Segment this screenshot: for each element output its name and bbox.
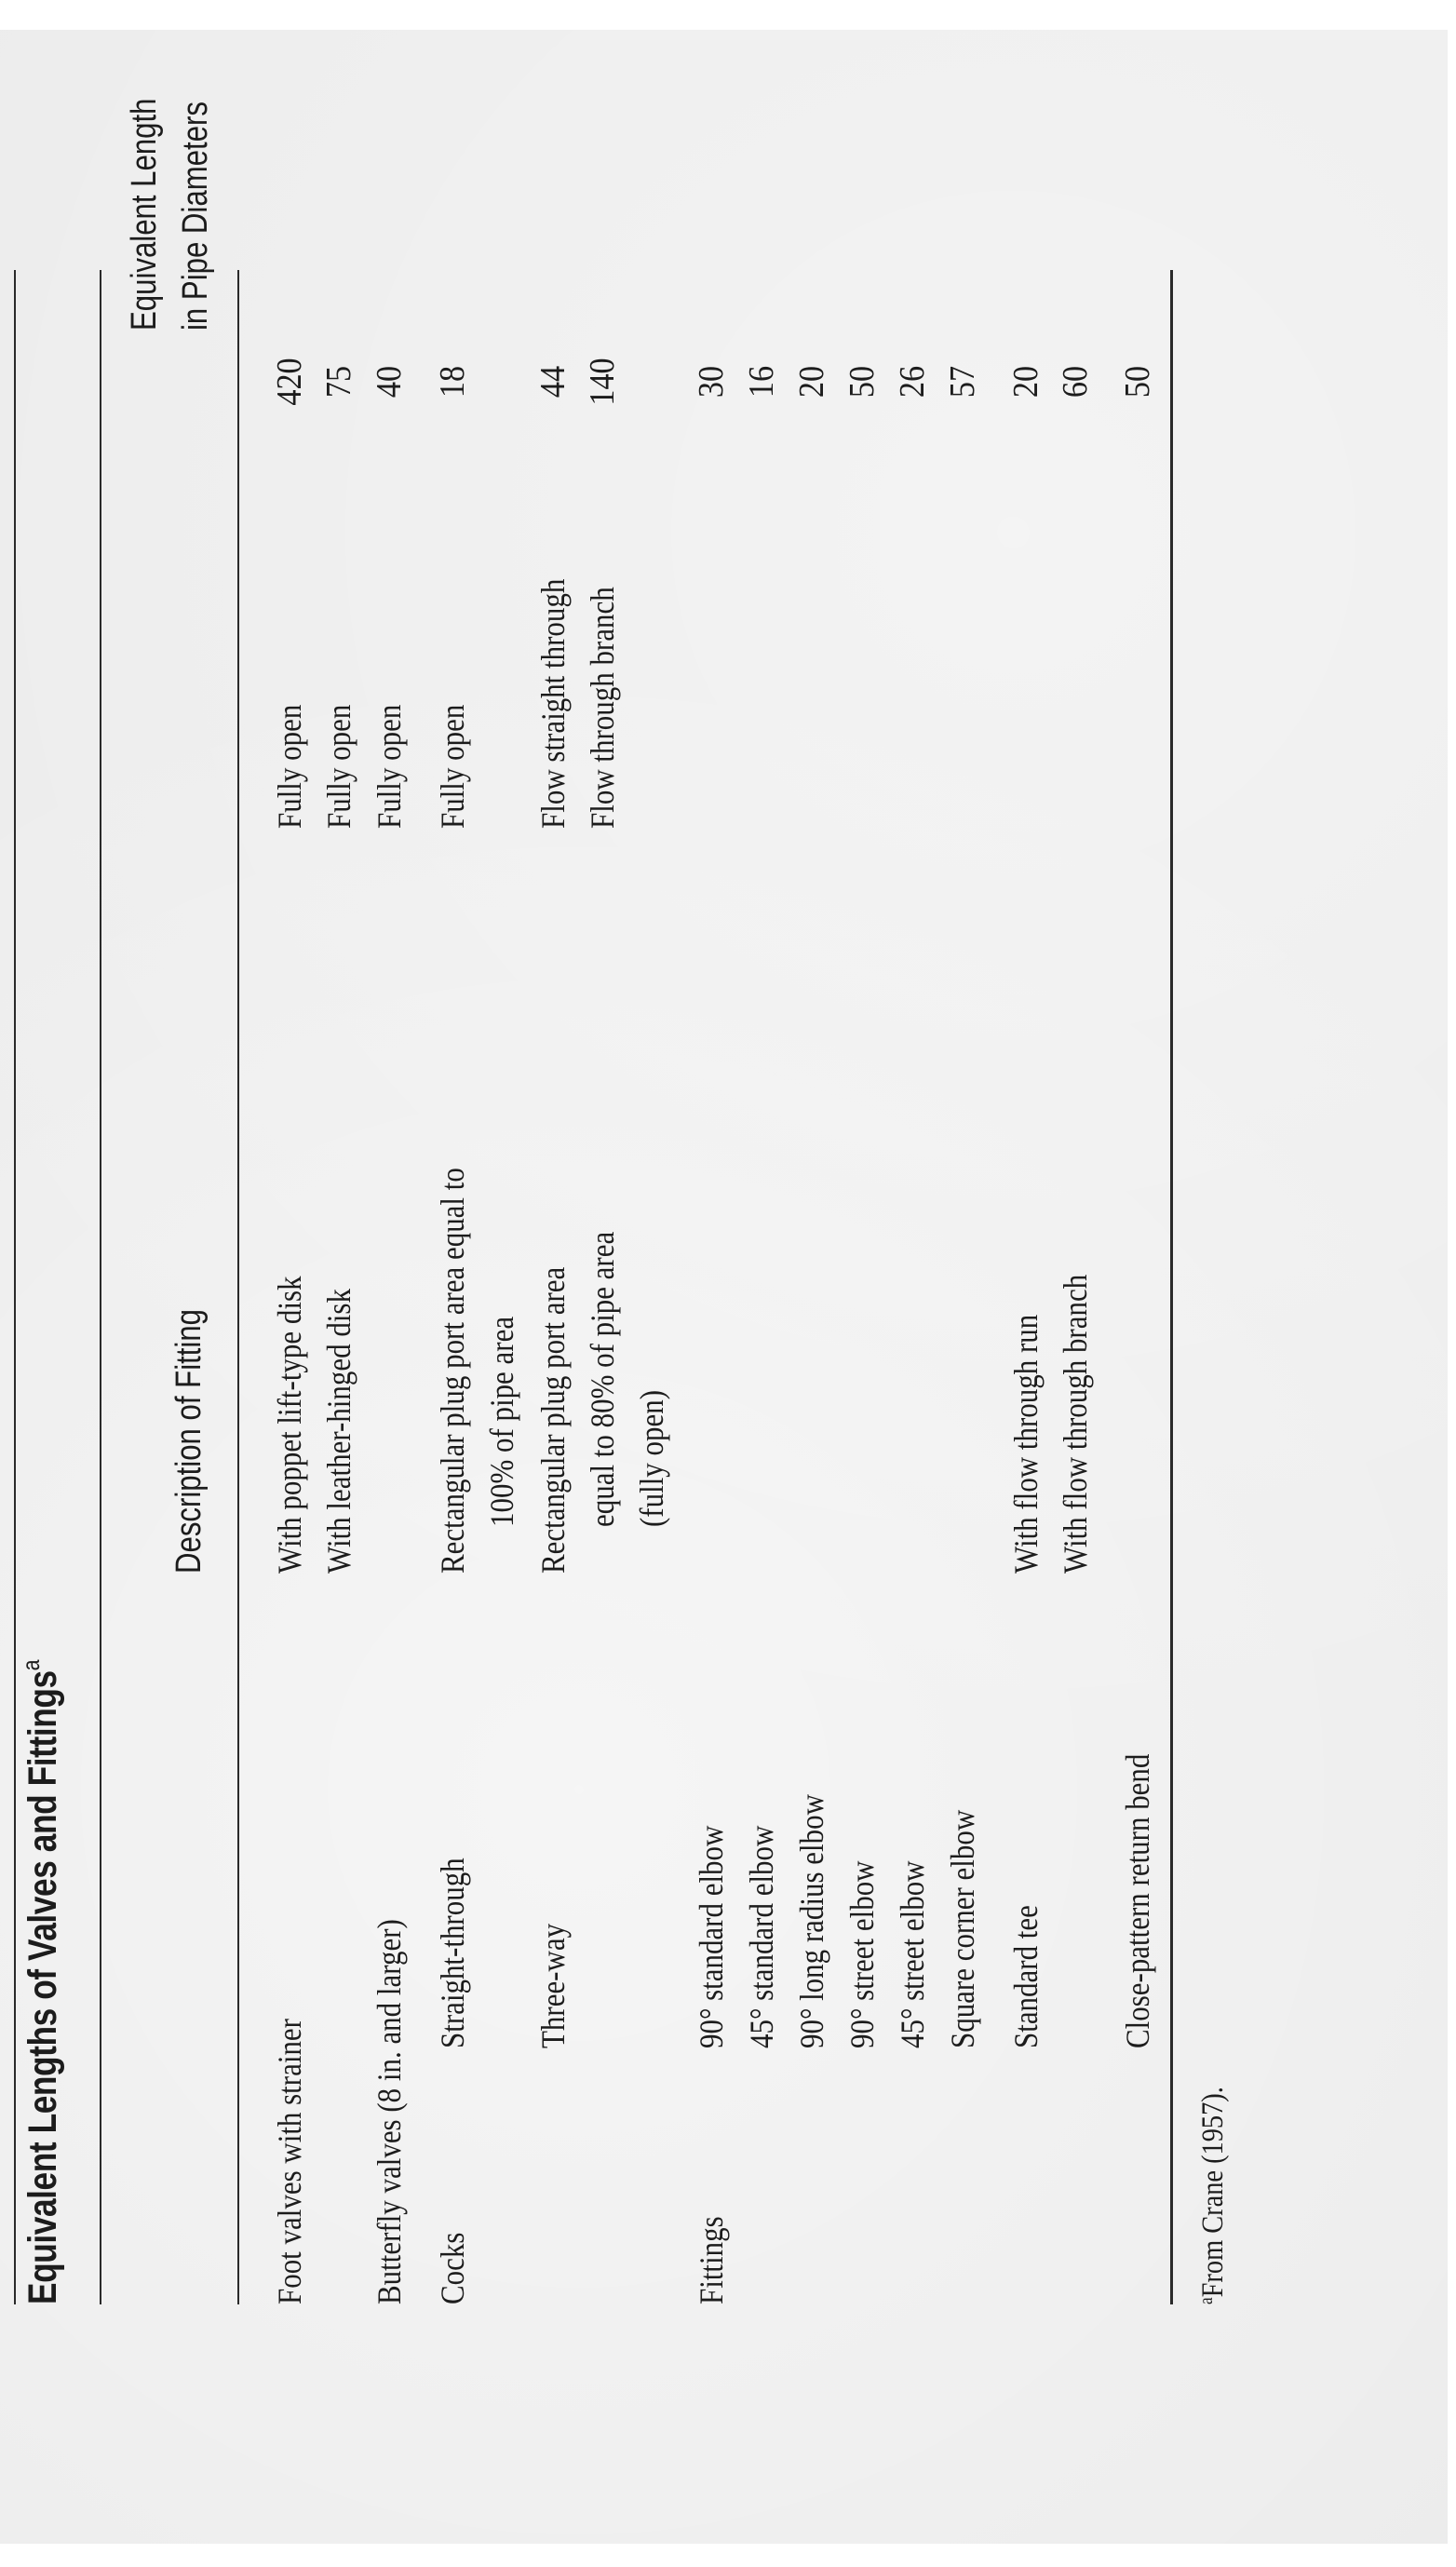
row-subitem: Close-pattern return bend [1119, 1753, 1156, 2048]
row-subitem: Square corner elbow [944, 1809, 981, 2048]
table-footnote [1196, 2087, 1231, 2304]
row-value: 75 [319, 365, 358, 399]
row-description: With flow through branch [1057, 1274, 1094, 1574]
table-title [17, 1659, 66, 2304]
row-description: With poppet lift-type disk [271, 1276, 308, 1574]
row-description: With flow through run [1007, 1314, 1045, 1574]
row-value: 44 [533, 365, 573, 399]
header-equivalent-length-line1: Equivalent Length [125, 98, 164, 331]
row-value: 20 [792, 365, 831, 399]
footnote-mark: a [1196, 2297, 1217, 2304]
row-condition: Fully open [320, 704, 357, 829]
header-equivalent-length-line2: in Pipe Diameters [176, 101, 215, 331]
row-value: 57 [943, 365, 982, 399]
row-value: 16 [742, 365, 781, 399]
title-rule [100, 270, 101, 2304]
row-value: 18 [433, 365, 472, 399]
row-value: 30 [692, 365, 731, 399]
row-subitem: 90° long radius elbow [793, 1794, 830, 2048]
row-subitem: 45° standard elbow [743, 1825, 780, 2048]
row-description-cont: 100% of pipe area [483, 1316, 520, 1527]
row-condition: Fully open [271, 704, 308, 829]
table-title-text: Equivalent Lengths of Valves and Fittings [20, 1670, 65, 2304]
row-description-cont: (fully open) [633, 1389, 670, 1527]
row-value: 60 [1056, 365, 1095, 399]
row-subitem: Three-way [534, 1923, 572, 2048]
row-subitem: Straight-through [434, 1858, 471, 2048]
scanned-page [0, 30, 1448, 2544]
row-condition: Flow through branch [584, 587, 621, 829]
row-item: Foot valves with strainer [271, 2019, 308, 2304]
row-value: 26 [893, 365, 932, 399]
row-item: Cocks [434, 2232, 471, 2304]
row-value: 50 [1118, 365, 1157, 399]
row-description: Rectangular plug port area equal to [434, 1168, 471, 1574]
row-condition: Fully open [371, 704, 408, 829]
row-subitem: 90° street elbow [843, 1860, 881, 2048]
row-value: 50 [843, 365, 882, 399]
row-value: 40 [370, 365, 409, 399]
footnote-text: From Crane (1957). [1196, 2087, 1230, 2298]
row-subitem: 45° street elbow [894, 1860, 931, 2048]
row-value: 420 [270, 358, 309, 406]
row-description: With leather-hinged disk [320, 1289, 357, 1574]
row-value: 140 [583, 358, 622, 406]
bottom-rule [1170, 270, 1173, 2304]
header-rule [237, 270, 239, 2304]
row-condition: Flow straight through [534, 578, 572, 829]
row-subitem: 90° standard elbow [693, 1825, 730, 2048]
top-rule [14, 270, 16, 2304]
row-description-cont: equal to 80% of pipe area [584, 1231, 621, 1527]
row-item: Butterfly valves (8 in. and larger) [371, 1919, 408, 2304]
row-item: Fittings [693, 2216, 730, 2304]
row-value: 20 [1006, 365, 1045, 399]
row-subitem: Standard tee [1007, 1905, 1045, 2048]
row-condition: Fully open [434, 704, 471, 829]
title-footnote-mark: a [17, 1659, 45, 1671]
row-description: Rectangular plug port area [534, 1266, 572, 1574]
header-description: Description of Fitting [169, 1308, 209, 1574]
